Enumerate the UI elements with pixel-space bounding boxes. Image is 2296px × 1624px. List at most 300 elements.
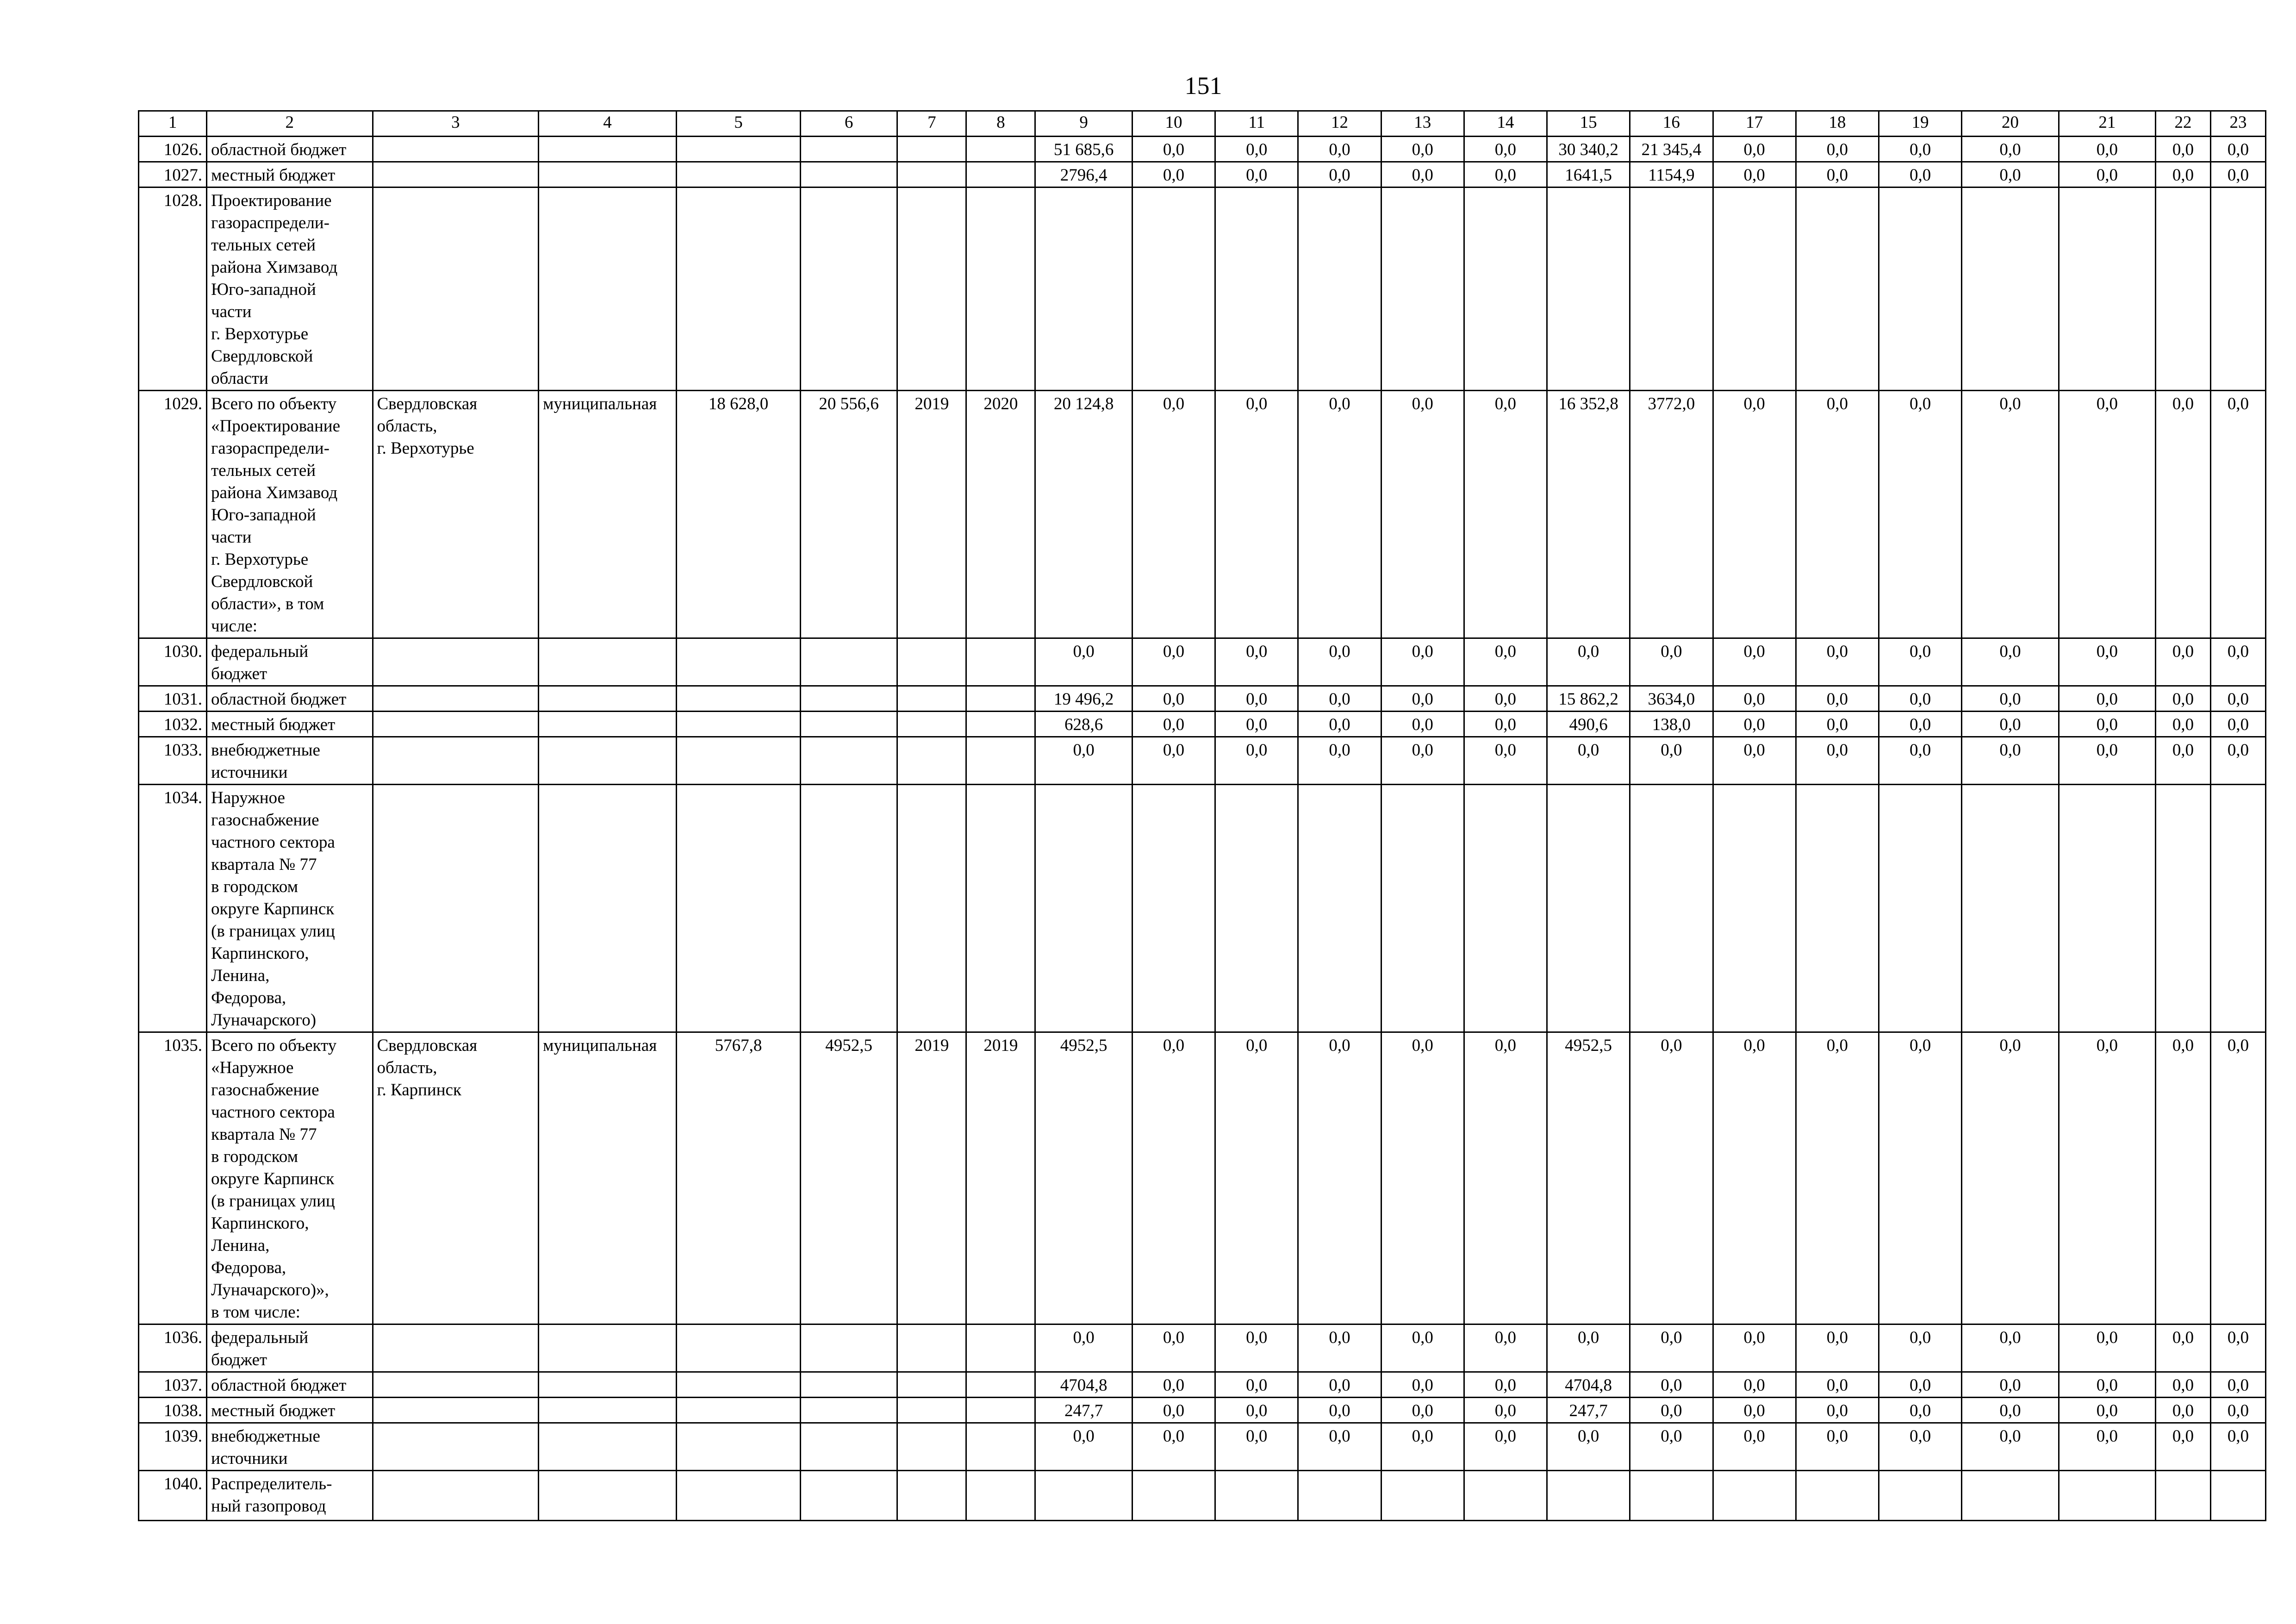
value-cell [1381, 785, 1464, 1032]
location-cell [373, 1423, 538, 1471]
value-cell [1464, 785, 1547, 1032]
column-header: 17 [1713, 111, 1796, 137]
description-cell: местный бюджет [207, 712, 373, 737]
value-cell [1630, 785, 1713, 1032]
value-cell: 0,0 [1796, 137, 1879, 162]
value-cell: 0,0 [1132, 1372, 1215, 1398]
value-cell: 0,0 [1298, 391, 1381, 638]
value-cell: 0,0 [1381, 1324, 1464, 1372]
value-cell [1547, 187, 1630, 391]
ownership-cell [538, 137, 676, 162]
value-cell: 0,0 [2156, 1372, 2211, 1398]
value-cell: 0,0 [1630, 1398, 1713, 1423]
description-cell: областной бюджет [207, 686, 373, 712]
value-cell [2210, 1471, 2265, 1521]
value-cell: 2796,4 [1035, 162, 1132, 187]
ownership-cell [538, 1372, 676, 1398]
value-cell: 490,6 [1547, 712, 1630, 737]
value-cell: 20 556,6 [800, 391, 897, 638]
value-cell [677, 1471, 801, 1521]
value-cell: 0,0 [2059, 391, 2155, 638]
ownership-cell [538, 712, 676, 737]
value-cell: 0,0 [1796, 1398, 1879, 1423]
value-cell: 0,0 [1298, 737, 1381, 785]
value-cell [966, 1372, 1035, 1398]
value-cell: 0,0 [1962, 1324, 2059, 1372]
value-cell: 0,0 [2059, 686, 2155, 712]
value-cell [1962, 1471, 2059, 1521]
value-cell [897, 1471, 966, 1521]
ownership-cell [538, 737, 676, 785]
value-cell: 0,0 [1298, 1398, 1381, 1423]
value-cell: 0,0 [1713, 1324, 1796, 1372]
location-cell: Свердловская область, г. Карпинск [373, 1032, 538, 1324]
value-cell: 0,0 [1962, 1372, 2059, 1398]
value-cell: 0,0 [1381, 391, 1464, 638]
table-row [139, 1324, 2266, 1372]
ownership-cell [538, 162, 676, 187]
value-cell [897, 638, 966, 686]
value-cell: 0,0 [1215, 1032, 1298, 1324]
value-cell: 0,0 [1215, 638, 1298, 686]
value-cell: 0,0 [2210, 686, 2265, 712]
value-cell: 0,0 [1215, 1423, 1298, 1471]
value-cell [1713, 785, 1796, 1032]
value-cell: 2019 [966, 1032, 1035, 1324]
table-row [139, 1398, 2266, 1423]
value-cell: 0,0 [1132, 686, 1215, 712]
value-cell: 0,0 [2210, 638, 2265, 686]
value-cell: 4704,8 [1035, 1372, 1132, 1398]
value-cell: 30 340,2 [1547, 137, 1630, 162]
ownership-cell [538, 638, 676, 686]
row-number-cell: 1026. [139, 137, 207, 162]
value-cell: 0,0 [1713, 737, 1796, 785]
value-cell: 0,0 [2059, 1032, 2155, 1324]
value-cell: 2020 [966, 391, 1035, 638]
value-cell [800, 638, 897, 686]
row-number-cell: 1028. [139, 187, 207, 391]
value-cell: 15 862,2 [1547, 686, 1630, 712]
value-cell: 0,0 [2156, 1423, 2211, 1471]
value-cell: 0,0 [1381, 686, 1464, 712]
value-cell: 0,0 [1381, 712, 1464, 737]
value-cell [1298, 1471, 1381, 1521]
value-cell: 0,0 [1630, 1423, 1713, 1471]
value-cell: 16 352,8 [1547, 391, 1630, 638]
value-cell [1132, 785, 1215, 1032]
value-cell [2156, 1471, 2211, 1521]
column-header: 18 [1796, 111, 1879, 137]
value-cell [1464, 1471, 1547, 1521]
value-cell: 0,0 [1713, 1032, 1796, 1324]
value-cell [800, 187, 897, 391]
value-cell: 51 685,6 [1035, 137, 1132, 162]
value-cell [1298, 187, 1381, 391]
value-cell: 0,0 [2156, 712, 2211, 737]
value-cell [2210, 187, 2265, 391]
description-cell: Всего по объекту «Наружное газоснабжение частного сектора квартала № 77 в городском округе Карпинск (в границах улиц Карпинского, Ленина, Федорова, Луначарского)», в том числе: [207, 1032, 373, 1324]
value-cell: 0,0 [2210, 1324, 2265, 1372]
location-cell [373, 638, 538, 686]
value-cell [897, 1372, 966, 1398]
value-cell: 0,0 [1035, 638, 1132, 686]
table-row [139, 686, 2266, 712]
row-number-cell: 1033. [139, 737, 207, 785]
value-cell [800, 1324, 897, 1372]
value-cell: 0,0 [1713, 1423, 1796, 1471]
value-cell: 0,0 [1132, 737, 1215, 785]
value-cell: 0,0 [1215, 1324, 1298, 1372]
value-cell: 1154,9 [1630, 162, 1713, 187]
value-cell [800, 737, 897, 785]
value-cell [677, 785, 801, 1032]
value-cell: 0,0 [1796, 1372, 1879, 1398]
value-cell [800, 686, 897, 712]
row-number-cell: 1030. [139, 638, 207, 686]
value-cell: 0,0 [2059, 1372, 2155, 1398]
description-cell: внебюджетные источники [207, 1423, 373, 1471]
value-cell [966, 785, 1035, 1032]
value-cell [2059, 1471, 2155, 1521]
value-cell: 0,0 [1879, 1398, 1961, 1423]
header-row [139, 111, 2266, 137]
value-cell: 0,0 [1713, 638, 1796, 686]
value-cell: 0,0 [1132, 712, 1215, 737]
value-cell [1879, 187, 1961, 391]
table-row [139, 1372, 2266, 1398]
value-cell [800, 1372, 897, 1398]
value-cell [897, 1398, 966, 1423]
description-cell: Проектирование газораспредели- тельных сетей района Химзавод Юго-западной части г. Верхотурье Свердловской области [207, 187, 373, 391]
ownership-cell [538, 1324, 676, 1372]
value-cell: 0,0 [1035, 1324, 1132, 1372]
value-cell: 3772,0 [1630, 391, 1713, 638]
value-cell: 0,0 [1630, 1324, 1713, 1372]
location-cell [373, 1398, 538, 1423]
column-header: 2 [207, 111, 373, 137]
value-cell: 0,0 [1381, 638, 1464, 686]
location-cell [373, 737, 538, 785]
value-cell: 2019 [897, 1032, 966, 1324]
value-cell: 0,0 [1381, 162, 1464, 187]
value-cell: 0,0 [1962, 137, 2059, 162]
row-number-cell: 1035. [139, 1032, 207, 1324]
value-cell: 0,0 [2210, 737, 2265, 785]
value-cell [800, 1471, 897, 1521]
value-cell: 0,0 [2156, 1032, 2211, 1324]
value-cell [1796, 785, 1879, 1032]
value-cell: 0,0 [1464, 1324, 1547, 1372]
value-cell: 0,0 [1796, 162, 1879, 187]
value-cell [677, 1423, 801, 1471]
column-header: 15 [1547, 111, 1630, 137]
value-cell: 1641,5 [1547, 162, 1630, 187]
value-cell [2059, 187, 2155, 391]
value-cell: 0,0 [1796, 686, 1879, 712]
value-cell [897, 785, 966, 1032]
value-cell: 0,0 [1713, 137, 1796, 162]
value-cell [800, 1398, 897, 1423]
value-cell [677, 137, 801, 162]
value-cell: 0,0 [1298, 712, 1381, 737]
value-cell: 0,0 [1962, 737, 2059, 785]
location-cell [373, 1324, 538, 1372]
row-number-cell: 1032. [139, 712, 207, 737]
value-cell [677, 187, 801, 391]
value-cell: 0,0 [1713, 1398, 1796, 1423]
value-cell [966, 137, 1035, 162]
value-cell: 0,0 [1962, 686, 2059, 712]
value-cell [1035, 1471, 1132, 1521]
value-cell [677, 1398, 801, 1423]
value-cell [966, 162, 1035, 187]
value-cell [1630, 187, 1713, 391]
value-cell [1547, 785, 1630, 1032]
table-row [139, 785, 2266, 1032]
value-cell [1547, 1471, 1630, 1521]
value-cell: 0,0 [2059, 737, 2155, 785]
value-cell: 0,0 [1298, 1324, 1381, 1372]
value-cell: 0,0 [1464, 737, 1547, 785]
row-number-cell: 1036. [139, 1324, 207, 1372]
value-cell: 0,0 [2059, 1324, 2155, 1372]
value-cell: 0,0 [2210, 1372, 2265, 1398]
table-row [139, 187, 2266, 391]
value-cell: 0,0 [1132, 137, 1215, 162]
value-cell: 0,0 [1713, 1372, 1796, 1398]
value-cell [966, 1471, 1035, 1521]
ownership-cell [538, 785, 676, 1032]
table-row [139, 737, 2266, 785]
row-number-cell: 1038. [139, 1398, 207, 1423]
description-cell: федеральный бюджет [207, 638, 373, 686]
description-cell: внебюджетные источники [207, 737, 373, 785]
value-cell [966, 1398, 1035, 1423]
value-cell: 0,0 [1713, 712, 1796, 737]
description-cell: местный бюджет [207, 1398, 373, 1423]
value-cell: 0,0 [2156, 737, 2211, 785]
value-cell: 0,0 [1630, 1032, 1713, 1324]
value-cell: 0,0 [2156, 638, 2211, 686]
value-cell: 0,0 [1132, 1398, 1215, 1423]
value-cell: 0,0 [2210, 137, 2265, 162]
value-cell: 0,0 [1132, 1324, 1215, 1372]
value-cell [897, 737, 966, 785]
value-cell: 0,0 [1381, 137, 1464, 162]
value-cell: 0,0 [1796, 638, 1879, 686]
value-cell [1381, 1471, 1464, 1521]
value-cell: 0,0 [1132, 391, 1215, 638]
value-cell [897, 137, 966, 162]
ownership-cell [538, 187, 676, 391]
value-cell [1879, 1471, 1961, 1521]
value-cell: 0,0 [1215, 391, 1298, 638]
value-cell: 0,0 [1464, 137, 1547, 162]
value-cell: 0,0 [2210, 162, 2265, 187]
table-row [139, 162, 2266, 187]
table-row [139, 1471, 2266, 1521]
value-cell: 0,0 [1298, 137, 1381, 162]
table-row [139, 712, 2266, 737]
value-cell: 0,0 [2156, 137, 2211, 162]
column-header: 22 [2156, 111, 2211, 137]
value-cell: 0,0 [1381, 1372, 1464, 1398]
value-cell [1215, 1471, 1298, 1521]
value-cell [897, 1324, 966, 1372]
value-cell [897, 1423, 966, 1471]
value-cell [1132, 187, 1215, 391]
value-cell [1381, 187, 1464, 391]
value-cell: 0,0 [1298, 1032, 1381, 1324]
value-cell: 0,0 [1962, 162, 2059, 187]
value-cell: 0,0 [1879, 638, 1961, 686]
value-cell: 0,0 [2210, 712, 2265, 737]
value-cell: 20 124,8 [1035, 391, 1132, 638]
value-cell: 0,0 [1630, 638, 1713, 686]
description-cell: местный бюджет [207, 162, 373, 187]
value-cell: 0,0 [1464, 638, 1547, 686]
value-cell: 0,0 [1962, 712, 2059, 737]
ownership-cell [538, 1471, 676, 1521]
value-cell [966, 686, 1035, 712]
value-cell [677, 686, 801, 712]
value-cell: 0,0 [1630, 737, 1713, 785]
value-cell: 0,0 [1879, 1372, 1961, 1398]
value-cell [2059, 785, 2155, 1032]
value-cell: 4952,5 [1547, 1032, 1630, 1324]
value-cell: 0,0 [1215, 1372, 1298, 1398]
value-cell: 0,0 [1713, 391, 1796, 638]
value-cell: 0,0 [1035, 1423, 1132, 1471]
value-cell: 138,0 [1630, 712, 1713, 737]
column-header: 1 [139, 111, 207, 137]
value-cell [1464, 187, 1547, 391]
value-cell: 21 345,4 [1630, 137, 1713, 162]
location-cell [373, 187, 538, 391]
value-cell: 0,0 [2156, 1324, 2211, 1372]
value-cell: 0,0 [1962, 1423, 2059, 1471]
value-cell: 5767,8 [677, 1032, 801, 1324]
value-cell: 0,0 [1796, 391, 1879, 638]
value-cell: 0,0 [1381, 1398, 1464, 1423]
ownership-cell [538, 1423, 676, 1471]
column-header: 7 [897, 111, 966, 137]
value-cell [1713, 1471, 1796, 1521]
value-cell [2156, 187, 2211, 391]
column-header: 12 [1298, 111, 1381, 137]
value-cell: 0,0 [1298, 1423, 1381, 1471]
location-cell [373, 1471, 538, 1521]
value-cell [677, 1372, 801, 1398]
value-cell: 2019 [897, 391, 966, 638]
value-cell: 0,0 [1547, 1324, 1630, 1372]
value-cell: 0,0 [1879, 137, 1961, 162]
value-cell [677, 712, 801, 737]
row-number-cell: 1040. [139, 1471, 207, 1521]
value-cell: 0,0 [1215, 137, 1298, 162]
value-cell: 4952,5 [800, 1032, 897, 1324]
description-cell: Распределитель- ный газопровод [207, 1471, 373, 1521]
table-row [139, 137, 2266, 162]
value-cell: 0,0 [2156, 391, 2211, 638]
column-header: 11 [1215, 111, 1298, 137]
ownership-cell [538, 1398, 676, 1423]
row-number-cell: 1039. [139, 1423, 207, 1471]
value-cell: 628,6 [1035, 712, 1132, 737]
description-cell: Всего по объекту «Проектирование газораспредели- тельных сетей района Химзавод Юго-западной части г. Верхотурье Свердловской области», в том числе: [207, 391, 373, 638]
row-number-cell: 1034. [139, 785, 207, 1032]
value-cell [1132, 1471, 1215, 1521]
value-cell: 0,0 [1547, 638, 1630, 686]
value-cell: 0,0 [1464, 1398, 1547, 1423]
value-cell [1215, 785, 1298, 1032]
value-cell [897, 162, 966, 187]
description-cell: федеральный бюджет [207, 1324, 373, 1372]
ownership-cell [538, 686, 676, 712]
column-header: 6 [800, 111, 897, 137]
value-cell: 0,0 [1464, 391, 1547, 638]
value-cell: 0,0 [1464, 712, 1547, 737]
value-cell: 0,0 [1713, 686, 1796, 712]
ownership-cell: муниципальная [538, 1032, 676, 1324]
value-cell: 0,0 [1630, 1372, 1713, 1398]
value-cell [966, 638, 1035, 686]
column-header: 5 [677, 111, 801, 137]
table-body [139, 137, 2266, 1521]
column-header: 4 [538, 111, 676, 137]
value-cell: 0,0 [1464, 1032, 1547, 1324]
value-cell: 0,0 [1547, 737, 1630, 785]
description-cell: Наружное газоснабжение частного сектора квартала № 77 в городском округе Карпинск (в границах улиц Карпинского, Ленина, Федорова, Луначарского) [207, 785, 373, 1032]
column-header: 8 [966, 111, 1035, 137]
value-cell [1298, 785, 1381, 1032]
value-cell: 0,0 [1962, 1398, 2059, 1423]
value-cell [1215, 187, 1298, 391]
column-header: 21 [2059, 111, 2155, 137]
value-cell: 0,0 [1796, 712, 1879, 737]
description-cell: областной бюджет [207, 137, 373, 162]
value-cell: 0,0 [1879, 686, 1961, 712]
value-cell [897, 187, 966, 391]
table-row [139, 391, 2266, 638]
location-cell [373, 1372, 538, 1398]
location-cell [373, 137, 538, 162]
column-header: 19 [1879, 111, 1961, 137]
value-cell: 18 628,0 [677, 391, 801, 638]
value-cell: 0,0 [1215, 686, 1298, 712]
column-header: 20 [1962, 111, 2059, 137]
value-cell [677, 162, 801, 187]
value-cell [966, 1423, 1035, 1471]
value-cell: 0,0 [1132, 162, 1215, 187]
value-cell: 0,0 [1879, 712, 1961, 737]
location-cell [373, 162, 538, 187]
value-cell: 0,0 [1879, 1032, 1961, 1324]
value-cell [2156, 785, 2211, 1032]
value-cell: 0,0 [1298, 1372, 1381, 1398]
value-cell: 0,0 [2156, 686, 2211, 712]
value-cell: 0,0 [1713, 162, 1796, 187]
column-header: 16 [1630, 111, 1713, 137]
value-cell: 247,7 [1547, 1398, 1630, 1423]
value-cell [2210, 785, 2265, 1032]
value-cell: 0,0 [1464, 1372, 1547, 1398]
value-cell [800, 785, 897, 1032]
value-cell: 0,0 [2210, 391, 2265, 638]
value-cell: 0,0 [1879, 1423, 1961, 1471]
value-cell: 0,0 [1879, 737, 1961, 785]
